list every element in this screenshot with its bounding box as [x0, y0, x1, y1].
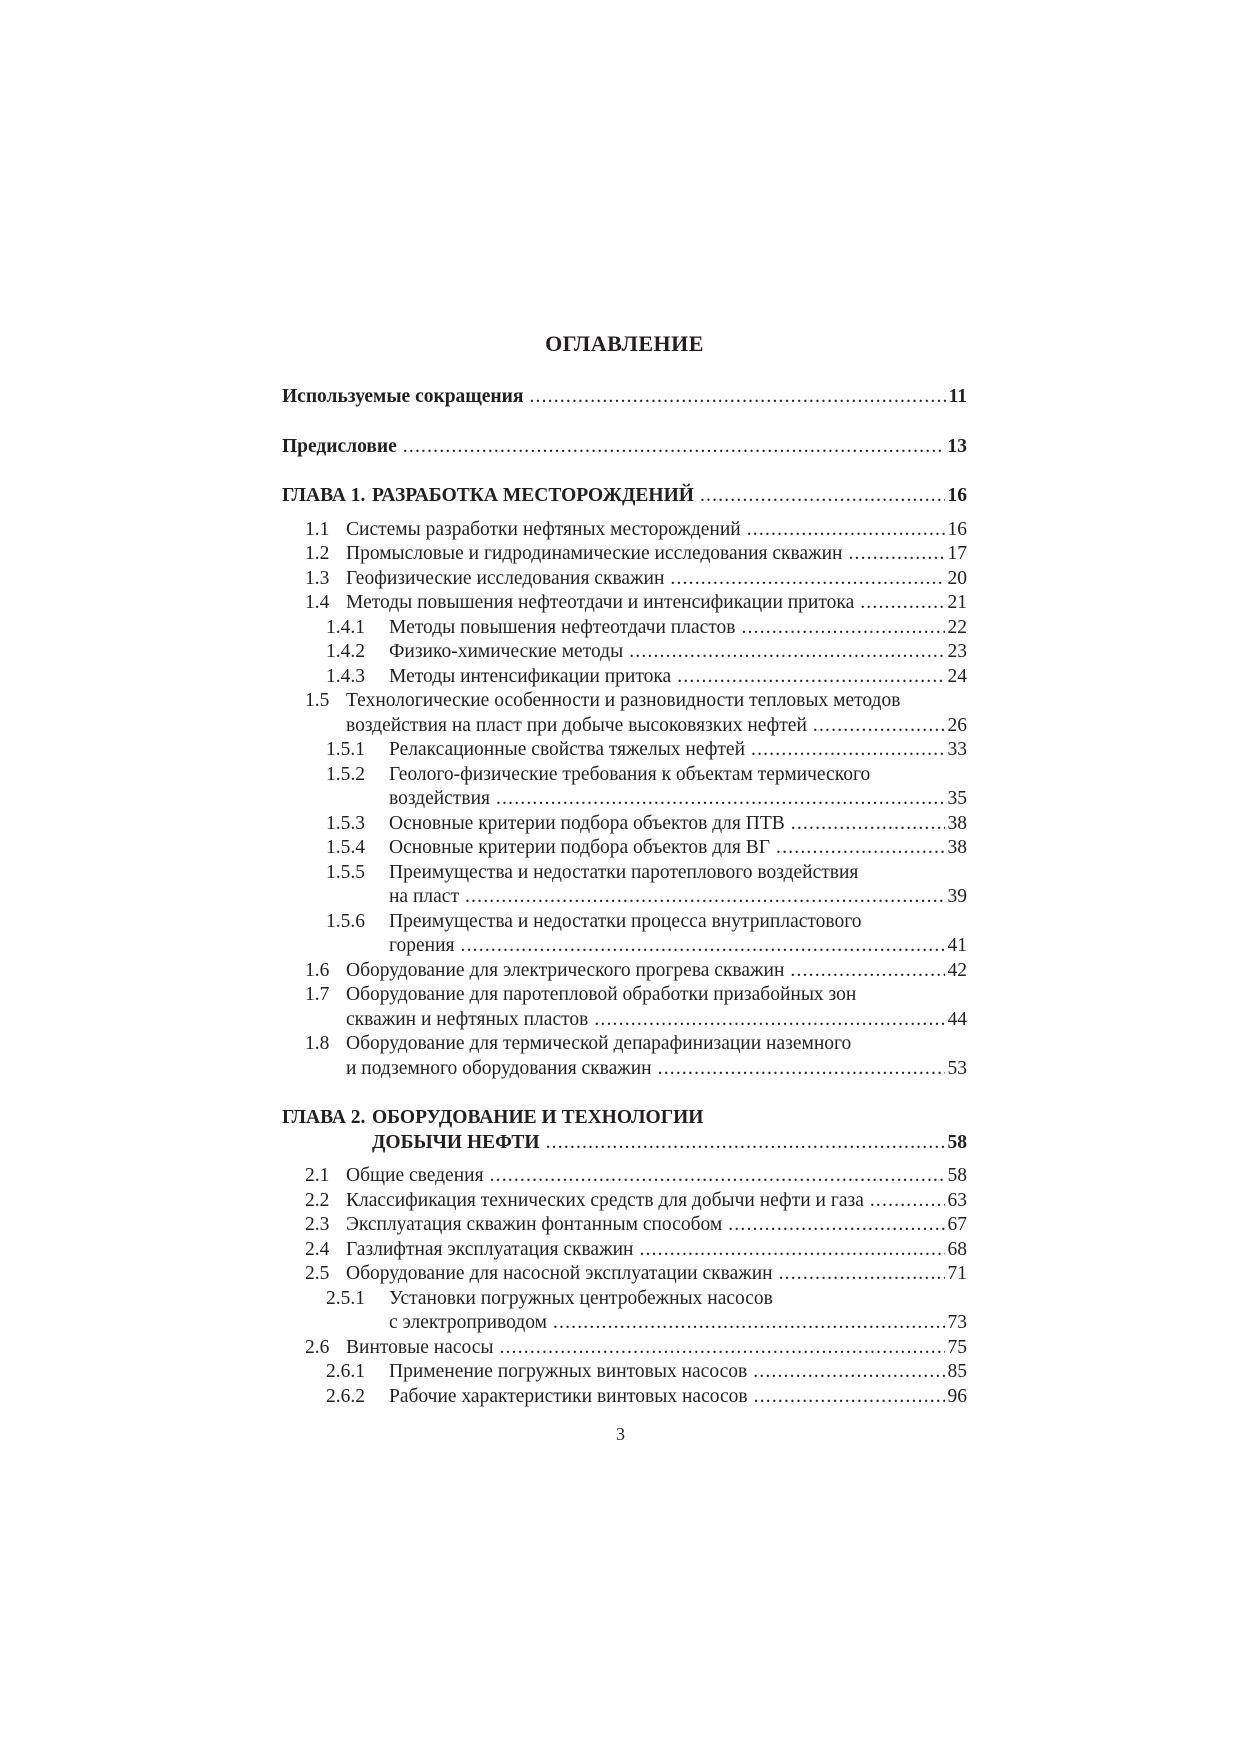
section-number: 1.4.2 — [326, 641, 365, 662]
section-title: Оборудование для электрического прогрева скважин — [346, 959, 785, 981]
toc-entry[interactable] — [282, 959, 967, 984]
toc-line — [282, 1311, 967, 1336]
toc-entry[interactable] — [282, 435, 967, 460]
toc-entry[interactable] — [282, 542, 967, 567]
leader-dots — [499, 1336, 944, 1361]
section-title: Классификация технических средств для добычи нефти и газа — [346, 1189, 864, 1211]
toc-line — [282, 1360, 967, 1385]
section-title: Преимущества и недостатки процесса внутрипластового — [389, 910, 862, 932]
toc-line — [282, 738, 967, 763]
toc-line — [282, 787, 967, 812]
leader-dots — [677, 665, 944, 690]
toc-line — [282, 1106, 967, 1131]
section-title: Основные критерии подбора объектов для ВГ — [389, 837, 771, 858]
page-ref: 23 — [947, 641, 967, 662]
section-title: и подземного оборудования скважин — [346, 1057, 652, 1079]
section-title: Предисловие — [282, 435, 397, 457]
toc-line — [282, 934, 967, 959]
toc-entry[interactable] — [282, 640, 967, 665]
page-number: 3 — [616, 1424, 625, 1444]
leader-dots — [658, 1057, 945, 1082]
section-title: горения — [389, 935, 455, 956]
toc-line — [282, 1189, 967, 1214]
toc-line — [282, 542, 967, 567]
section-number: 1.7 — [305, 984, 330, 1005]
section-title: Эксплуатация скважин фонтанным способом — [346, 1214, 723, 1235]
page-ref: 16 — [947, 485, 967, 506]
section-title: воздействия — [389, 788, 490, 809]
section-title: Методы повышения нефтеотдачи пластов — [389, 616, 736, 638]
page-ref: 71 — [947, 1263, 967, 1284]
section-title: воздействия на пласт при добыче высоковязких нефтей — [346, 714, 807, 736]
toc-entry[interactable] — [282, 484, 967, 509]
section-number: 2.4 — [305, 1238, 330, 1260]
toc-line — [282, 640, 967, 665]
page-ref: 20 — [947, 567, 967, 589]
toc-line — [282, 616, 967, 641]
leader-dots — [594, 1008, 944, 1033]
toc-line — [282, 885, 967, 910]
section-number: 1.5.6 — [326, 910, 365, 932]
section-number: 1.5.2 — [326, 763, 365, 785]
toc-entry[interactable] — [282, 763, 967, 812]
section-number: 2.1 — [305, 1165, 330, 1186]
page-ref: 38 — [947, 837, 967, 858]
section-title: Используемые сокращения — [282, 386, 524, 407]
toc-line — [282, 763, 967, 788]
toc-line — [282, 385, 967, 410]
section-number: 2.3 — [305, 1214, 330, 1235]
page-ref: 41 — [947, 935, 967, 956]
toc-line — [282, 812, 967, 837]
leader-dots — [813, 714, 945, 739]
page-ref: 26 — [947, 714, 967, 736]
leader-dots — [779, 1262, 945, 1287]
leader-dots — [670, 567, 944, 592]
section-number: 1.5 — [305, 690, 330, 711]
section-number: 1.5.5 — [326, 861, 365, 883]
page-ref: 38 — [947, 812, 967, 834]
page-ref: 53 — [947, 1057, 967, 1079]
section-title: Оборудование для термической депарафинизации наземного — [346, 1033, 852, 1054]
leader-dots — [754, 1385, 945, 1410]
leader-dots — [490, 1164, 945, 1189]
section-number: 2.6.2 — [326, 1385, 365, 1407]
toc-line — [282, 435, 967, 460]
leader-dots — [751, 738, 945, 763]
page-title: ОГЛАВЛЕНИЕ — [545, 331, 704, 356]
toc-entry[interactable] — [282, 385, 967, 410]
toc-line — [282, 665, 967, 690]
leader-dots — [870, 1189, 945, 1214]
leader-dots — [639, 1238, 944, 1263]
toc-entry[interactable] — [282, 1360, 967, 1385]
toc-entry[interactable] — [282, 1164, 967, 1189]
section-number: 2.5 — [305, 1263, 330, 1284]
toc-entry[interactable] — [282, 738, 967, 763]
page-ref: 33 — [947, 739, 967, 760]
page-ref: 63 — [947, 1189, 967, 1211]
toc-line — [282, 1131, 967, 1156]
toc-line — [282, 836, 967, 861]
section-number: 1.8 — [305, 1033, 330, 1054]
section-number: 1.3 — [305, 567, 330, 589]
page-ref: 75 — [947, 1336, 967, 1358]
page-ref: 17 — [947, 543, 967, 564]
toc-entry[interactable] — [282, 910, 967, 959]
section-number: 2.2 — [305, 1189, 330, 1211]
toc-line — [282, 591, 967, 616]
leader-dots — [465, 885, 945, 910]
toc-line — [282, 1213, 967, 1238]
section-number: 2.6 — [305, 1336, 330, 1358]
leader-dots — [700, 484, 945, 509]
page-ref: 11 — [948, 386, 967, 407]
section-number: 2.6.1 — [326, 1361, 365, 1382]
section-title: на пласт — [389, 886, 459, 907]
toc-entry[interactable] — [282, 1385, 967, 1410]
page-ref: 24 — [947, 665, 967, 687]
page-ref: 13 — [947, 435, 967, 457]
section-number: ГЛАВА 1. — [282, 485, 366, 506]
leader-dots — [753, 1360, 944, 1385]
table-of-contents — [282, 385, 967, 1409]
section-title: РАЗРАБОТКА МЕСТОРОЖДЕНИЙ — [372, 485, 694, 506]
section-title: с электроприводом — [389, 1312, 547, 1333]
toc-line — [282, 689, 967, 714]
leader-dots — [747, 518, 945, 543]
toc-line — [282, 1238, 967, 1263]
section-number: 1.2 — [305, 543, 330, 564]
page-ref: 67 — [947, 1214, 967, 1235]
toc-entry[interactable] — [282, 1189, 967, 1214]
section-number: 1.4 — [305, 592, 330, 613]
section-number: 1.1 — [305, 518, 330, 540]
section-title: ОБОРУДОВАНИЕ И ТЕХНОЛОГИИ — [372, 1107, 704, 1128]
page-ref: 96 — [947, 1385, 967, 1407]
section-number: 1.4.1 — [326, 616, 365, 638]
leader-dots — [790, 959, 944, 984]
section-title: Общие сведения — [346, 1165, 484, 1186]
section-number: 1.5.3 — [326, 812, 365, 834]
leader-dots — [791, 812, 945, 837]
section-title: Геофизические исследования скважин — [346, 567, 665, 589]
page-ref: 21 — [947, 592, 967, 613]
toc-line — [282, 1032, 967, 1057]
section-title: Основные критерии подбора объектов для ПТВ — [389, 812, 785, 834]
leader-dots — [403, 435, 945, 460]
toc-line — [282, 1057, 967, 1082]
toc-entry[interactable] — [282, 1213, 967, 1238]
toc-line — [282, 567, 967, 592]
toc-entry[interactable] — [282, 1262, 967, 1287]
page-ref: 42 — [947, 959, 967, 981]
leader-dots — [553, 1311, 945, 1336]
toc-entry[interactable] — [282, 1106, 967, 1155]
toc-entry[interactable] — [282, 665, 967, 690]
page-ref: 39 — [947, 886, 967, 907]
leader-dots — [529, 385, 945, 410]
section-title: Технологические особенности и разновидности тепловых методов — [346, 690, 901, 711]
page-ref: 68 — [947, 1238, 967, 1260]
toc-entry[interactable] — [282, 1032, 967, 1081]
leader-dots — [461, 934, 945, 959]
page-ref: 35 — [947, 788, 967, 809]
leader-dots — [629, 640, 944, 665]
section-title: Винтовые насосы — [346, 1336, 494, 1358]
section-title: Методы повышения нефтеотдачи и интенсификации притока — [346, 592, 855, 613]
toc-entry[interactable] — [282, 836, 967, 861]
toc-entry[interactable] — [282, 812, 967, 837]
toc-line — [282, 1008, 967, 1033]
section-title: Физико-химические методы — [389, 641, 624, 662]
section-title: Преимущества и недостатки паротеплового воздействия — [389, 861, 859, 883]
toc-line — [282, 861, 967, 886]
toc-entry[interactable] — [282, 591, 967, 616]
section-title: Установки погружных центробежных насосов — [389, 1287, 773, 1309]
toc-entry[interactable] — [282, 861, 967, 910]
page-ref: 73 — [947, 1312, 967, 1333]
toc-line — [282, 910, 967, 935]
section-title: Рабочие характеристики винтовых насосов — [389, 1385, 748, 1407]
section-number: 1.5.4 — [326, 837, 365, 858]
leader-dots — [848, 542, 944, 567]
section-number: ГЛАВА 2. — [282, 1107, 366, 1128]
section-number: 1.5.1 — [326, 739, 365, 760]
section-title: Газлифтная эксплуатация скважин — [346, 1238, 634, 1260]
section-title: ДОБЫЧИ НЕФТИ — [372, 1131, 540, 1153]
toc-entry[interactable] — [282, 518, 967, 543]
section-number: 1.6 — [305, 959, 330, 981]
section-title: Оборудование для паротепловой обработки призабойных зон — [346, 984, 857, 1005]
toc-line — [282, 1385, 967, 1410]
section-title: Геолого-физические требования к объектам термического — [389, 763, 871, 785]
section-number: 1.4.3 — [326, 665, 365, 687]
toc-entry[interactable] — [282, 983, 967, 1032]
page-ref: 22 — [947, 616, 967, 638]
leader-dots — [860, 591, 944, 616]
page-ref: 58 — [947, 1165, 967, 1186]
leader-dots — [728, 1213, 944, 1238]
toc-line — [282, 518, 967, 543]
page-ref: 85 — [947, 1361, 967, 1382]
leader-dots — [741, 616, 944, 641]
section-title: Релаксационные свойства тяжелых нефтей — [389, 739, 745, 760]
leader-dots — [546, 1131, 945, 1156]
section-title: Методы интенсификации притока — [389, 665, 672, 687]
toc-entry[interactable] — [282, 1336, 967, 1361]
toc-entry[interactable] — [282, 1238, 967, 1263]
toc-line — [282, 1164, 967, 1189]
section-title: скважин и нефтяных пластов — [346, 1008, 589, 1030]
toc-entry[interactable] — [282, 689, 967, 738]
toc-entry[interactable] — [282, 616, 967, 641]
section-title: Применение погружных винтовых насосов — [389, 1361, 748, 1382]
section-title: Системы разработки нефтяных месторождений — [346, 518, 741, 540]
toc-entry[interactable] — [282, 567, 967, 592]
toc-line — [282, 1336, 967, 1361]
leader-dots — [776, 836, 944, 861]
toc-line — [282, 983, 967, 1008]
toc-line — [282, 1262, 967, 1287]
toc-line — [282, 484, 967, 509]
toc-line — [282, 959, 967, 984]
section-title: Промысловые и гидродинамические исследования скважин — [346, 543, 843, 564]
toc-entry[interactable] — [282, 1287, 967, 1336]
toc-line — [282, 1287, 967, 1312]
page-ref: 44 — [947, 1008, 967, 1030]
toc-line — [282, 714, 967, 739]
section-number: 2.5.1 — [326, 1287, 365, 1309]
page-ref: 16 — [947, 518, 967, 540]
leader-dots — [496, 787, 945, 812]
page-ref: 58 — [947, 1131, 967, 1153]
section-title: Оборудование для насосной эксплуатации скважин — [346, 1263, 773, 1284]
